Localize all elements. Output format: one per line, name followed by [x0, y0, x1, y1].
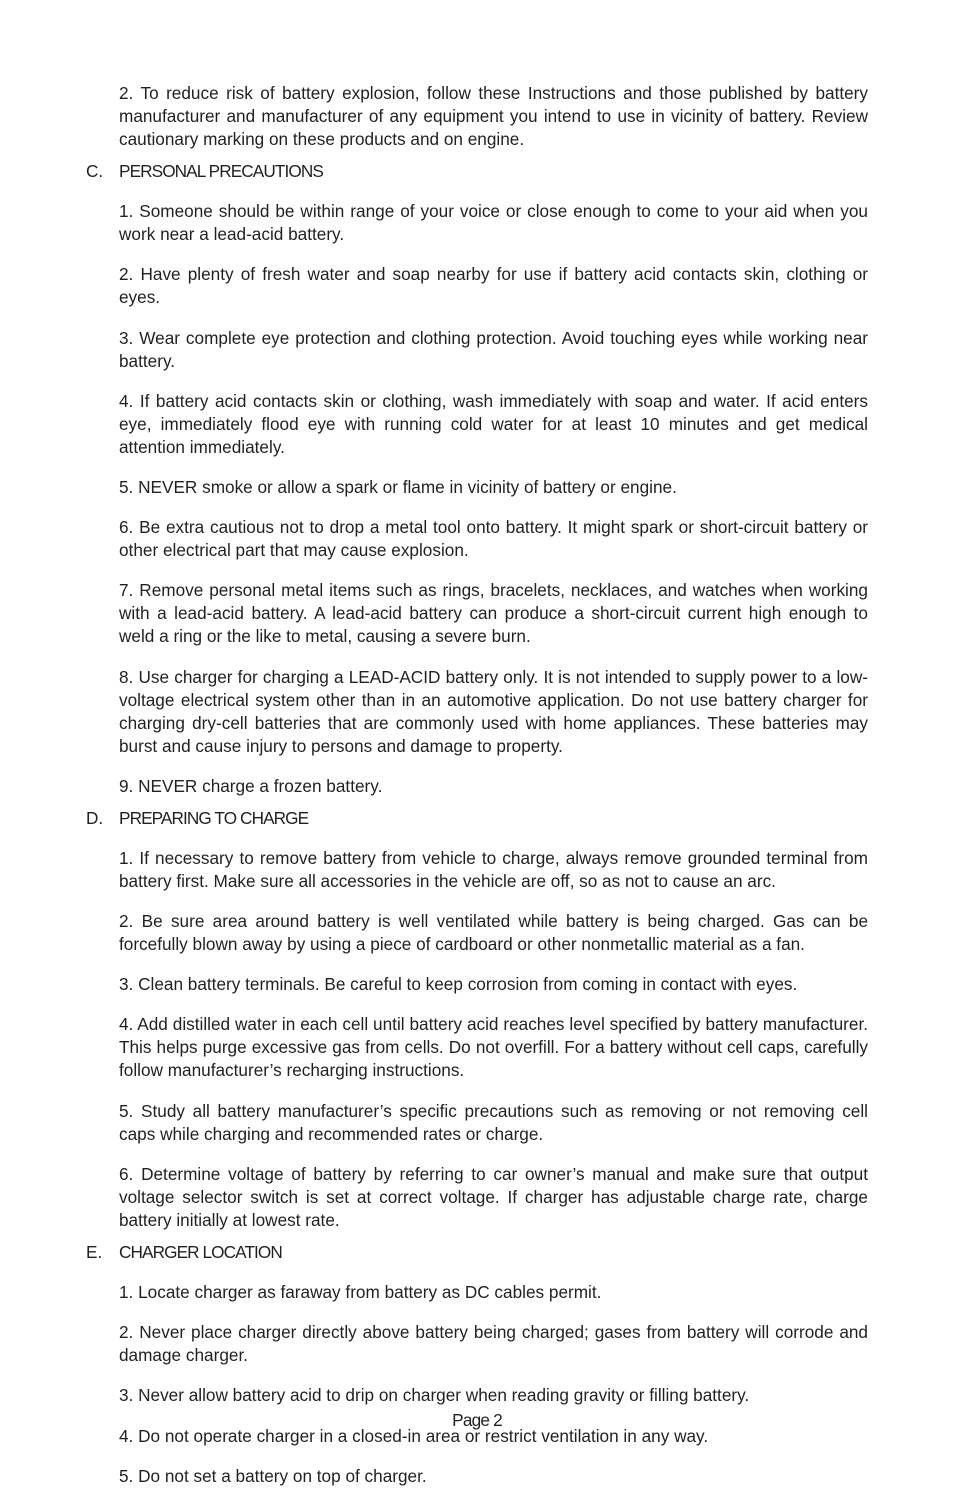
section-title: CHARGER LOCATION: [119, 1241, 282, 1262]
section-letter: E.: [86, 1241, 103, 1262]
list-item: 9. NEVER charge a frozen battery.: [119, 775, 383, 796]
section-heading-e: [86, 1241, 868, 1264]
list-item: 8. Use charger for charging a LEAD-ACID battery only. It is not intended to supply power to a low-voltage electrical system other than in an automotive application. Do not use battery charger for charging dry-cell batteries that are commonly used with home appliances. These batteries may burst and cause injury to persons and damage to property.: [119, 666, 868, 756]
list-item: 4. Do not operate charger in a closed-in area or restrict ventilation in any way.: [119, 1425, 709, 1446]
section-letter: C.: [86, 161, 104, 181]
list-item: 5. NEVER smoke or allow a spark or flame in vicinity of battery or engine.: [119, 476, 677, 497]
list-item: 6. Determine voltage of battery by referring to car owner’s manual and make sure that output voltage selector switch is set at correct voltage. If charger has adjustable charge rate, charge battery initially at lowest rate.: [119, 1163, 868, 1230]
section-title: PERSONAL PRECAUTIONS: [119, 161, 323, 181]
section-title: PREPARING TO CHARGE: [119, 807, 309, 828]
section-heading-c: [86, 160, 868, 183]
list-item: 2. Never place charger directly above battery being charged; gases from battery will corrode and damage charger.: [119, 1322, 868, 1366]
list-item: 7. Remove personal metal items such as rings, bracelets, necklaces, and watches when working with a lead-acid battery. A lead-acid battery can produce a short-circuit current high enough to weld a ring or the like to metal, causing a severe burn.: [119, 580, 868, 647]
list-item: 1. If necessary to remove battery from vehicle to charge, always remove grounded terminal from battery first. Make sure all accessories in the vehicle are off, so as not to cause an arc.: [119, 847, 868, 891]
list-item: 1. Someone should be within range of your voice or close enough to come to your aid when you work near a lead-acid battery.: [119, 201, 868, 245]
list-item: 3. Never allow battery acid to drip on charger when reading gravity or filling battery.: [119, 1385, 750, 1406]
list-item: 4. If battery acid contacts skin or clothing, wash immediately with soap and water. If acid enters eye, immediately flood eye with running cold water for at least 10 minutes and get medical attention immediately.: [119, 390, 868, 457]
section-heading-d: [86, 807, 868, 830]
list-item: 3. Wear complete eye protection and clothing protection. Avoid touching eyes while working near battery.: [119, 327, 868, 371]
list-item: 3. Clean battery terminals. Be careful to keep corrosion from coming in contact with eyes.: [119, 974, 798, 995]
list-item: 2. Have plenty of fresh water and soap nearby for use if battery acid contacts skin, clothing or eyes.: [119, 264, 868, 308]
list-item: 5. Do not set a battery on top of charger.: [119, 1465, 427, 1486]
list-item: 5. Study all battery manufacturer’s specific precautions such as removing or not removing cell caps while charging and recommended rates or charge.: [119, 1100, 868, 1144]
list-item: 1. Locate charger as faraway from battery as DC cables permit.: [119, 1282, 602, 1302]
page-content: [86, 82, 868, 1497]
list-item: 2. Be sure area around battery is well ventilated while battery is being charged. Gas can be forcefully blown away by using a piece of cardboard or other nonmetallic material as a fan.: [119, 911, 868, 955]
intro-paragraph: 2. To reduce risk of battery explosion, follow these Instructions and those published by battery manufacturer and manufacturer of any equipment you intend to use in vicinity of battery. Review cautionary marking on these products and on engine.: [119, 83, 868, 149]
list-item: 4. Add distilled water in each cell until battery acid reaches level specified by battery manufacturer. This helps purge excessive gas from cells. Do not overfill. For a battery without cell caps, carefully follow manufacturer’s recharging instructions.: [119, 1014, 868, 1081]
list-item: 6. Be extra cautious not to drop a metal tool onto battery. It might spark or short-circuit battery or other electrical part that may cause explosion.: [119, 517, 868, 561]
section-letter: D.: [86, 807, 104, 828]
page-number: Page 2: [452, 1410, 502, 1430]
